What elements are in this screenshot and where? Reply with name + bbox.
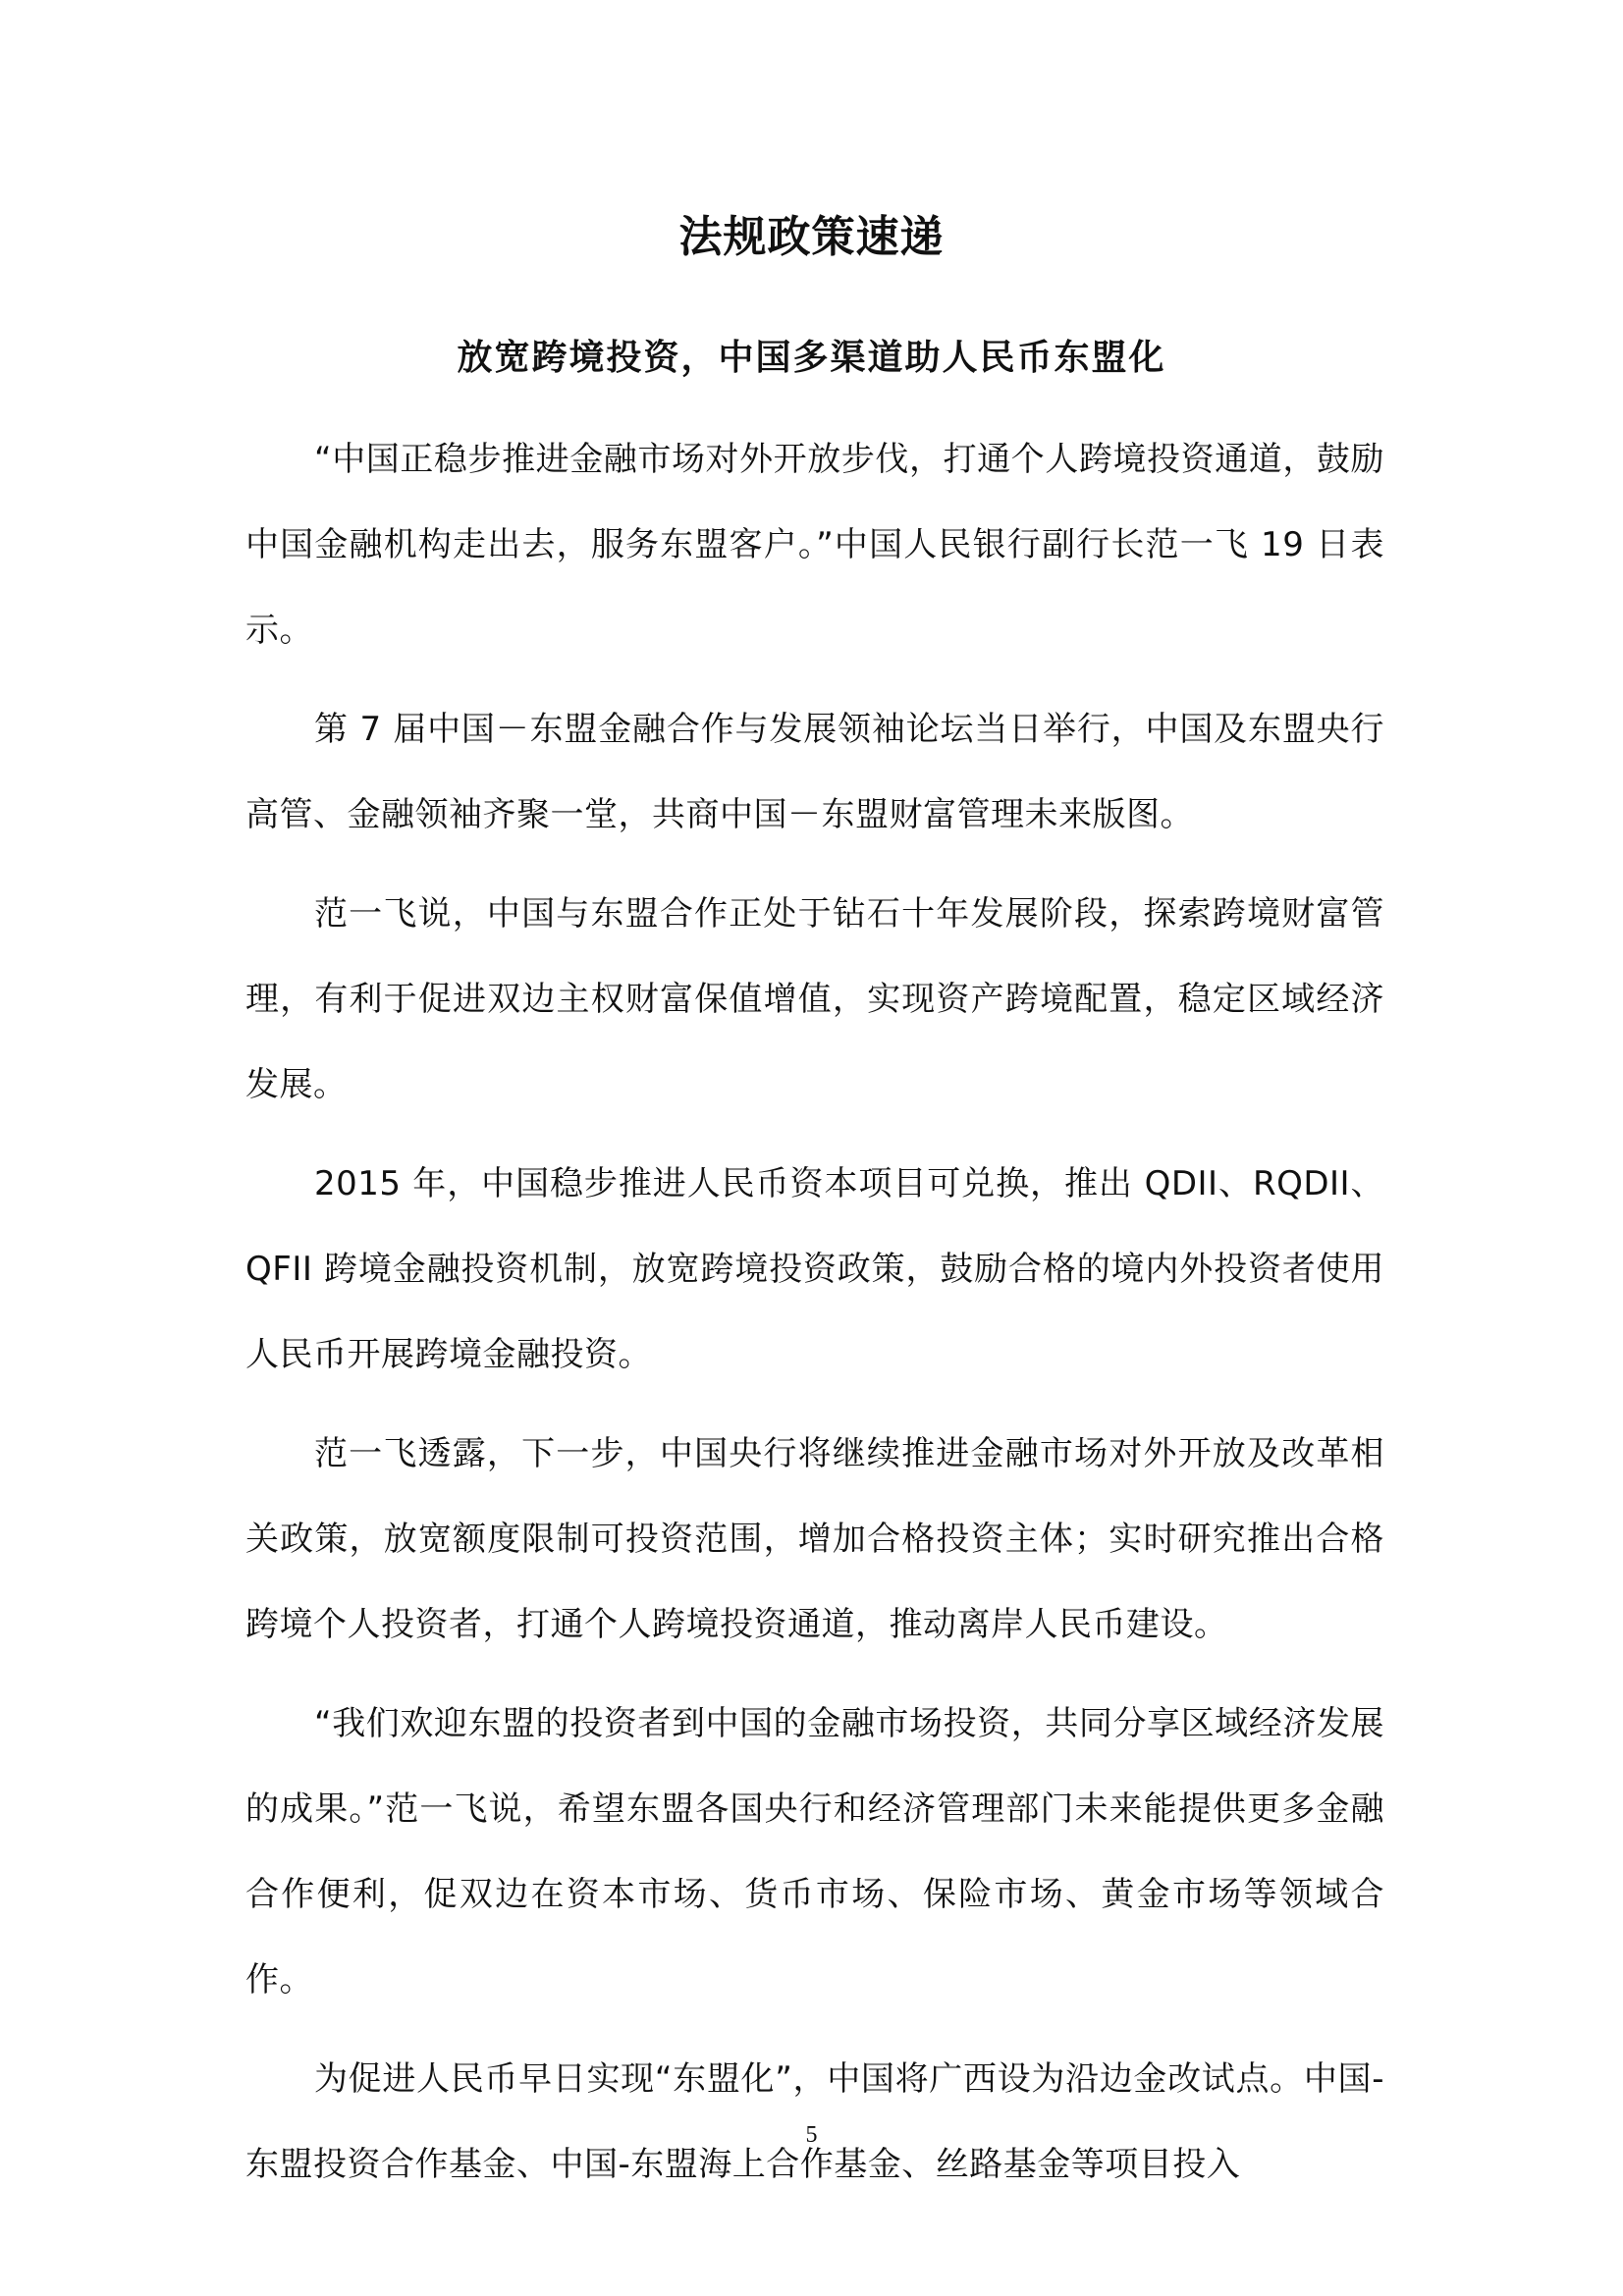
paragraph-6: “我们欢迎东盟的投资者到中国的金融市场投资，共同分享区域经济发展的成果。”范一飞说，希望东盟各国央行和经济管理部门未来能提供更多金融合作便利，促双边在资本市场、货币市场、保险市场、黄金市场等领域合作。: [245, 1704, 1384, 2000]
paragraph-1: “中国正稳步推进金融市场对外开放步伐，打通个人跨境投资通道，鼓励中国金融机构走出去，服务东盟客户。”中国人民银行副行长范一飞 19 日表示。: [245, 440, 1384, 650]
paragraph-4: 2015 年，中国稳步推进人民币资本项目可兑换，推出 QDII、RQDII、QFII 跨境金融投资机制，放宽跨境投资政策，鼓励合格的境内外投资者使用人民币开展跨境金融投资。: [245, 1164, 1384, 1374]
article-title: 放宽跨境投资，中国多渠道助人民币东盟化: [457, 338, 1166, 378]
section-title: 法规政策速递: [678, 212, 945, 262]
article-body: [245, 417, 1384, 2221]
paragraph-5: 范一飞透露，下一步，中国央行将继续推进金融市场对外开放及改革相关政策，放宽额度限制可投资范围，增加合格投资主体；实时研究推出合格跨境个人投资者，打通个人跨境投资通道，推动离岸人民币建设。: [245, 1434, 1384, 1644]
page-number: 5: [805, 2122, 818, 2148]
paragraph-3: 范一飞说，中国与东盟合作正处于钻石十年发展阶段，探索跨境财富管理，有利于促进双边主权财富保值增值，实现资产跨境配置，稳定区域经济发展。: [245, 894, 1384, 1104]
paragraph-2: 第 7 届中国－东盟金融合作与发展领袖论坛当日举行，中国及东盟央行高管、金融领袖齐聚一堂，共商中国－东盟财富管理未来版图。: [245, 710, 1384, 834]
paragraph-7: 为促进人民币早日实现“东盟化”，中国将广西设为沿边金改试点。中国-东盟投资合作基金、中国-东盟海上合作基金、丝路基金等项目投入: [245, 2059, 1384, 2184]
